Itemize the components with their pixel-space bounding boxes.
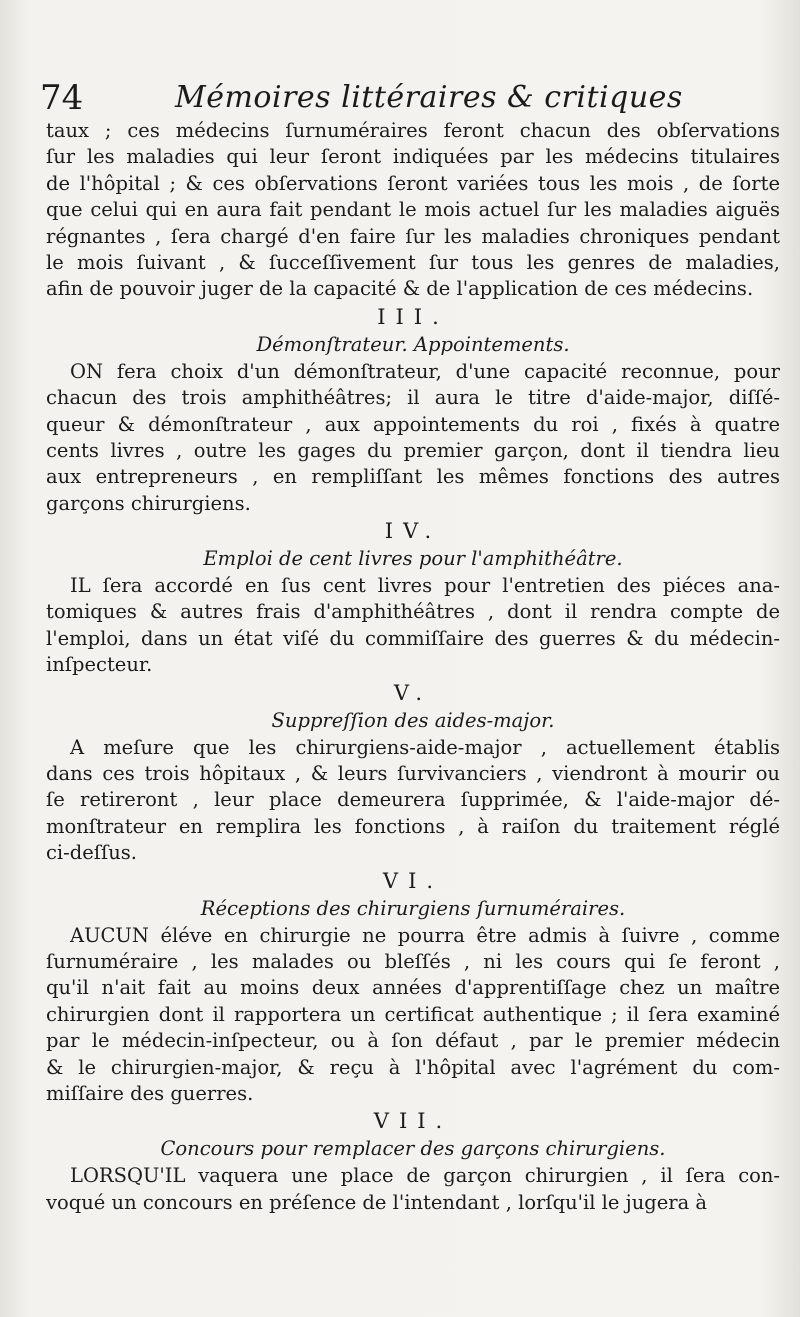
text-line: dans ces trois hôpitaux , & leurs ſurvivanciers , viendront à mourir ou — [46, 762, 780, 786]
text-line: régnantes , ſera chargé d'en faire ſur les maladies chroniques pendant — [46, 224, 780, 248]
page-number: 74 — [40, 78, 84, 118]
paragraph — [46, 923, 780, 1108]
text-line: taux ; ces médecins ſurnuméraires feront chacun des obſervations — [46, 119, 780, 142]
section-numeral: IV. — [384, 519, 442, 544]
text-line: garçons chirurgiens. — [46, 491, 251, 515]
section-heading: Concours pour remplacer des garçons chirurgiens. — [160, 1137, 666, 1161]
body-text — [46, 118, 780, 1216]
text-line: & le chirurgien-major, & reçu à l'hôpital avec l'agrément du com- — [46, 1055, 780, 1079]
text-line: ON fera choix d'un démonſtrateur, d'une capacité reconnue, pour — [70, 359, 780, 383]
text-line: miſſaire des guerres. — [46, 1081, 254, 1105]
text-line: ci-deſſus. — [46, 841, 137, 865]
text-line: que celui qui en aura fait pendant le mois actuel ſur les maladies aiguës — [46, 198, 780, 222]
text-line: de l'hôpital ; & ces obſervations ſeront variées tous les mois , de ſorte — [46, 171, 780, 195]
text-line: AUCUN éléve en chirurgie ne pourra être admis à ſuivre , comme — [70, 923, 780, 947]
text-line: monſtrateur en remplira les fonctions , à raiſon du traitement réglé — [46, 814, 780, 838]
section-numeral: VII. — [373, 1109, 453, 1134]
text-line: ſur les maladies qui leur ſeront indiquées par les médecins titulaires — [46, 145, 780, 169]
section-heading: Démonſtrateur. Appointements. — [256, 332, 570, 356]
text-line: A meſure que les chirurgiens-aide-major , actuellement établis — [70, 735, 780, 759]
section-numeral: VI. — [382, 868, 444, 893]
text-line: tomiques & autres frais d'amphithéâtres , dont il rendra compte de — [46, 600, 780, 624]
section-numeral: III. — [377, 304, 449, 329]
paragraph — [46, 359, 780, 517]
section-heading: Emploi de cent livres pour l'amphithéâtre. — [203, 547, 623, 571]
paragraph — [46, 573, 780, 679]
paragraph — [46, 1163, 780, 1216]
text-line: cents livres , outre les gages du premier garçon, dont il tiendra lieu — [46, 438, 780, 462]
section-heading: Suppreſſion des aides-major. — [271, 708, 555, 732]
section-heading: Réceptions des chirurgiens ſurnuméraires. — [200, 896, 626, 920]
section-numeral: V. — [393, 680, 433, 705]
text-line: aux entrepreneurs , en rempliſſant les mêmes fonctions des autres — [46, 465, 780, 489]
text-line: ſe retireront , leur place demeurera ſupprimée, & l'aide-major dé- — [46, 788, 780, 812]
text-line: ſurnuméraire , les malades ou bleſſés , ni les cours qui ſe feront , — [46, 949, 780, 973]
text-line: par le médecin-inſpecteur, ou à ſon défaut , par le premier médecin — [46, 1029, 780, 1053]
text-line: chirurgien dont il rapportera un certificat authentique ; il ſera examiné — [46, 1002, 780, 1026]
page-header — [40, 78, 780, 122]
paragraph — [46, 735, 780, 867]
running-title: Mémoires littéraires & critiques — [175, 80, 683, 115]
text-line: voqué un concours en préſence de l'intendant , lorſqu'il le jugera à — [46, 1190, 708, 1214]
text-line: l'emploi, dans un état viſé du commiſſaire des guerres & du médecin- — [46, 626, 780, 650]
text-line: IL ſera accordé en ſus cent livres pour l'entretien des piéces ana- — [70, 574, 780, 598]
text-line: LORSQU'IL vaquera une place de garçon chirurgien , il ſera con- — [70, 1164, 780, 1188]
text-line: queur & démonſtrateur , aux appointements du roi , fixés à quatre — [46, 412, 780, 436]
text-line: afin de pouvoir juger de la capacité & de l'application de ces médecins. — [46, 277, 754, 301]
text-line: chacun des trois amphithéâtres; il aura le titre d'aide-major, diſſé- — [46, 386, 780, 410]
text-line: inſpecteur. — [46, 653, 153, 677]
text-line: le mois ſuivant , & ſucceſſivement ſur tous les genres de maladies, — [46, 250, 780, 274]
text-line: qu'il n'ait fait au moins deux années d'apprentiſſage chez un maître — [46, 976, 780, 1000]
paragraph — [46, 118, 780, 303]
